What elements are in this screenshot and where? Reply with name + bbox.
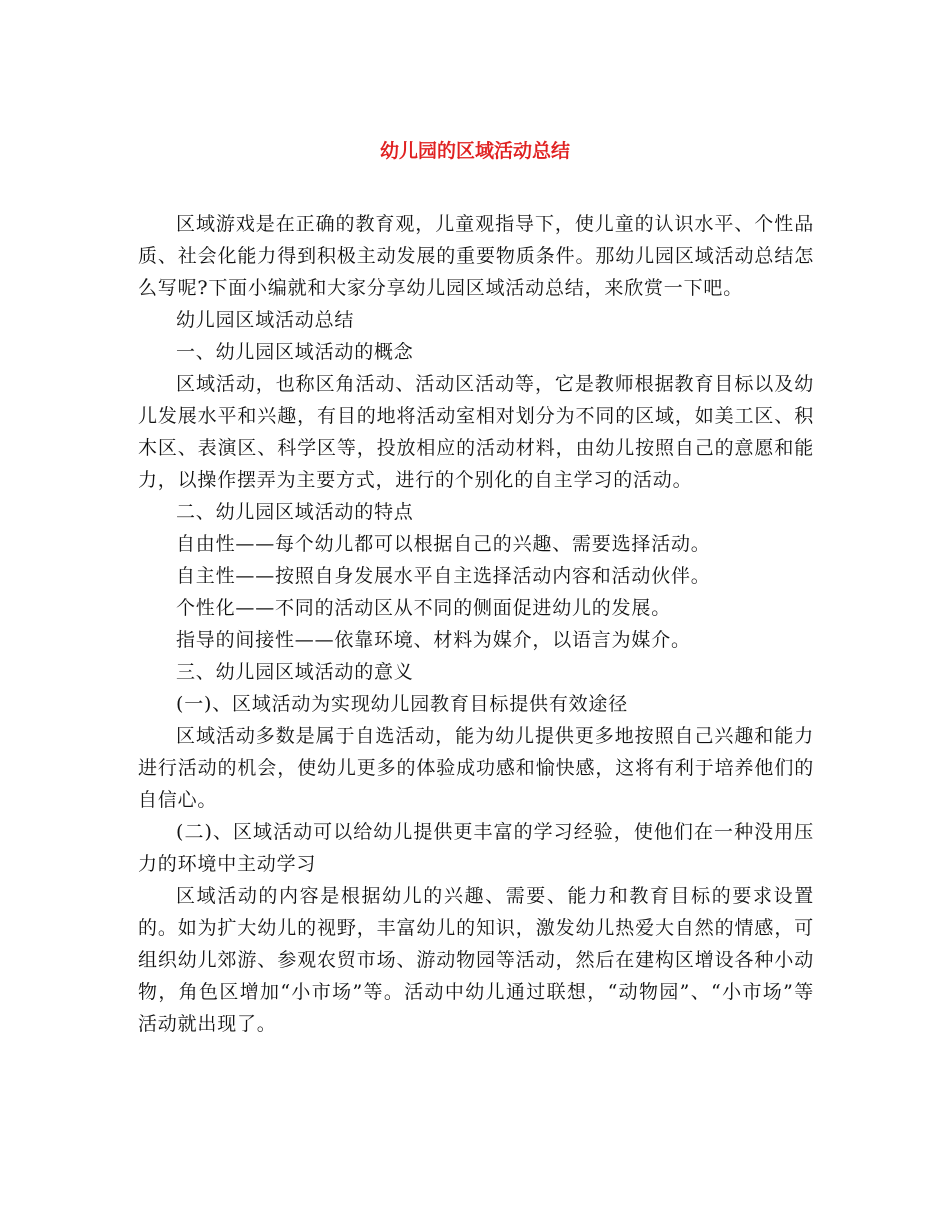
heading-concept: 一、幼儿园区域活动的概念 [176, 341, 414, 363]
document-title: 幼儿园的区域活动总结 [379, 140, 570, 162]
document-body [138, 208, 814, 1040]
subheading-significance-2: (二)、区域活动可以给幼儿提供更丰富的学习经验，使他们在一种没用压力的环境中主动学习 [138, 821, 814, 875]
paragraph-significance-1: 区域活动多数是属于自选活动，能为幼儿提供更多地按照自己兴趣和能力进行活动的机会，使幼儿更多的体验成功感和愉快感，这将有利于培养他们的自信心。 [138, 725, 814, 811]
heading-features: 二、幼儿园区域活动的特点 [176, 501, 414, 523]
subheading-significance-1: (一)、区域活动为实现幼儿园教育目标提供有效途径 [176, 693, 629, 715]
feature-freedom: 自由性——每个幼儿都可以根据自己的兴趣、需要选择活动。 [176, 533, 711, 555]
heading-significance: 三、幼儿园区域活动的意义 [176, 661, 414, 683]
paragraph-significance-2: 区域活动的内容是根据幼儿的兴趣、需要、能力和教育目标的要求设置的。如为扩大幼儿的视野，丰富幼儿的知识，激发幼儿热爱大自然的情感，可组织幼儿郊游、参观农贸市场、游动物园等活动，然后在建构区增设各种小动物，角色区增加“小市场”等。活动中幼儿通过联想，“动物园”、“小市场”等活动就出现了。 [138, 885, 814, 1035]
feature-autonomy: 自主性——按照自身发展水平自主选择活动内容和活动伙伴。 [176, 565, 711, 587]
paragraph-intro: 区域游戏是在正确的教育观，儿童观指导下，使儿童的认识水平、个性品质、社会化能力得到积极主动发展的重要物质条件。那幼儿园区域活动总结怎么写呢?下面小编就和大家分享幼儿园区域活动总结，来欣赏一下吧。 [138, 213, 814, 299]
paragraph-subtitle: 幼儿园区域活动总结 [176, 309, 355, 331]
paragraph-concept: 区域活动，也称区角活动、活动区活动等，它是教师根据教育目标以及幼儿发展水平和兴趣，有目的地将活动室相对划分为不同的区域，如美工区、积木区、表演区、科学区等，投放相应的活动材料，由幼儿按照自己的意愿和能力，以操作摆弄为主要方式，进行的个别化的自主学习的活动。 [138, 373, 814, 491]
feature-indirect-guidance: 指导的间接性——依靠环境、材料为媒介，以语言为媒介。 [176, 629, 691, 651]
feature-individuality: 个性化——不同的活动区从不同的侧面促进幼儿的发展。 [176, 597, 672, 619]
